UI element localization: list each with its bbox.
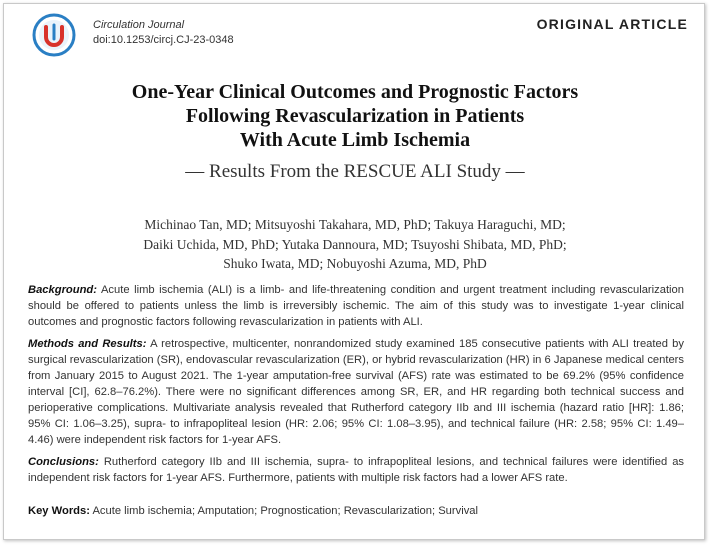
journal-info [93, 18, 234, 48]
abstract [28, 282, 684, 492]
article-type-label: ORIGINAL ARTICLE [536, 16, 688, 32]
title-line: One-Year Clinical Outcomes and Prognostic Factors [131, 81, 579, 103]
methods-text: A retrospective, multicenter, nonrandomized study examined 185 consecutive patients with ALI treated by surgical revascularization (SR), endovascular revascularization (ER), or hybrid revascularization (HR) in 6 Japanese medical centers from January 2015 to August 2021. The 1-year amputation-free survival (AFS) rate was estimated to be 69.2% (95% confidence interval [CI], 62.8–76.2%). There were no significant differences among SR, ER, and HR regarding both technical success and perioperative complications. Multivariate analysis revealed that Rutherford category IIb and III ischemia (hazard ratio [HR]: 1.86; 95% CI: 1.06–3.25), supra- to infrapopliteal lesion (HR: 2.06; 95% CI: 1.08–3.95), and technical failure (HR: 2.58; 95% CI: 1.49–4.46) were independent risk factors for 1-year AFS. [28, 338, 684, 446]
author-line: Daiki Uchida, MD, PhD; Yutaka Dannoura, MD; Tsuyoshi Shibata, MD, PhD; [143, 236, 567, 252]
author-line: Shuko Iwata, MD; Nobuyoshi Azuma, MD, PhD [223, 256, 487, 271]
background-heading: Background: [28, 284, 97, 296]
abstract-methods [28, 336, 684, 448]
keywords-heading: Key Words: [28, 505, 90, 517]
article-title [4, 80, 706, 152]
conclusions-heading: Conclusions: [28, 456, 99, 468]
abstract-background [28, 282, 684, 330]
conclusions-text: Rutherford category IIb and III ischemia, supra- to infrapopliteal lesions, and technical failures were identified as independent risk factors for 1-year AFS. Furthermore, patients with multiple risk factors had a lower AFS rate. [28, 456, 685, 484]
article-page [3, 3, 705, 540]
keywords-text: Acute limb ischemia; Amputation; Prognostication; Revascularization; Survival [92, 505, 478, 517]
background-text: Acute limb ischemia (ALI) is a limb- and life-threatening condition and urgent treatment including revascularization should be offered to patients unless the limb is irreversibly ischemic. The aim of this study was to investigate 1-year clinical outcomes and prognostic factors following revascularization in patients with ALI. [28, 284, 684, 328]
author-list [4, 215, 706, 274]
keywords [28, 505, 478, 517]
article-subtitle: — Results From the RESCUE ALI Study — [185, 161, 525, 182]
circulation-journal-logo-icon [32, 13, 76, 57]
methods-heading: Methods and Results: [28, 338, 147, 350]
title-line: Following Revascularization in Patients [185, 105, 525, 127]
journal-name: Circulation Journal [93, 19, 185, 31]
author-line: Michinao Tan, MD; Mitsuyoshi Takahara, MD, PhD; Takuya Haraguchi, MD; [144, 217, 566, 232]
abstract-conclusions [28, 454, 684, 486]
title-line: With Acute Limb Ischemia [239, 129, 471, 151]
doi: doi:10.1253/circj.CJ-23-0348 [93, 34, 234, 46]
